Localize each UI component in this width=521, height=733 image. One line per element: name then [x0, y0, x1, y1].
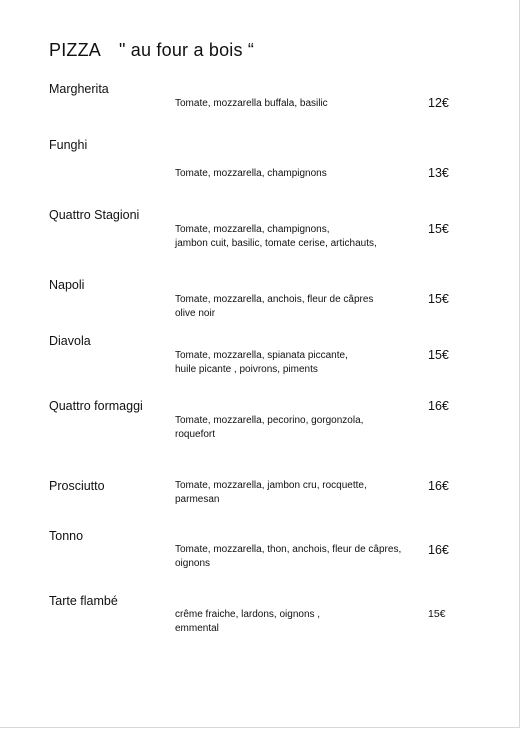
item-description-napoli: Tomate, mozzarella, anchois, fleur de câpres olive noir [175, 294, 374, 319]
menu-title [49, 40, 254, 61]
menu-subtitle: " au four a bois “ [119, 40, 255, 60]
item-price-quattro-stagioni: 15€ [428, 222, 449, 236]
item-description-quattro-formaggi: Tomate, mozzarella, pecorino, gorgonzola, roquefort [175, 415, 364, 440]
item-price-tarte-flambe: 15€ [428, 608, 446, 620]
item-description-prosciutto: Tomate, mozzarella, jambon cru, rocquette, parmesan [175, 480, 367, 505]
item-price-napoli: 15€ [428, 292, 449, 306]
item-description-margherita: Tomate, mozzarella buffala, basilic [175, 98, 328, 109]
item-description-diavola: Tomate, mozzarella, spianata piccante, huile picante , poivrons, piments [175, 350, 348, 375]
item-name-tarte-flambe: Tarte flambé [49, 594, 118, 608]
item-price-diavola: 15€ [428, 348, 449, 362]
item-name-tonno: Tonno [49, 529, 84, 543]
item-description-funghi: Tomate, mozzarella, champignons [175, 168, 327, 179]
item-price-margherita: 12€ [428, 96, 449, 110]
item-name-quattro-formaggi: Quattro formaggi [49, 399, 143, 413]
item-name-funghi: Funghi [49, 138, 88, 152]
menu-title-text: PIZZA [49, 40, 102, 60]
item-price-tonno: 16€ [428, 543, 449, 557]
item-name-margherita: Margherita [49, 82, 109, 96]
item-name-quattro-stagioni: Quattro Stagioni [49, 208, 140, 222]
item-description-tonno: Tomate, mozzarella, thon, anchois, fleur de câpres, oignons [175, 544, 402, 569]
item-price-funghi: 13€ [428, 166, 449, 180]
item-name-prosciutto: Prosciutto [49, 479, 105, 493]
item-price-quattro-formaggi: 16€ [428, 399, 449, 413]
item-name-napoli: Napoli [49, 278, 85, 292]
item-price-prosciutto: 16€ [428, 479, 449, 493]
item-name-diavola: Diavola [49, 334, 91, 348]
item-description-tarte-flambe: crême fraiche, lardons, oignons , emmental [175, 609, 321, 634]
item-description-quattro-stagioni: Tomate, mozzarella, champignons, jambon cuit, basilic, tomate cerise, artichauts, [175, 224, 377, 249]
